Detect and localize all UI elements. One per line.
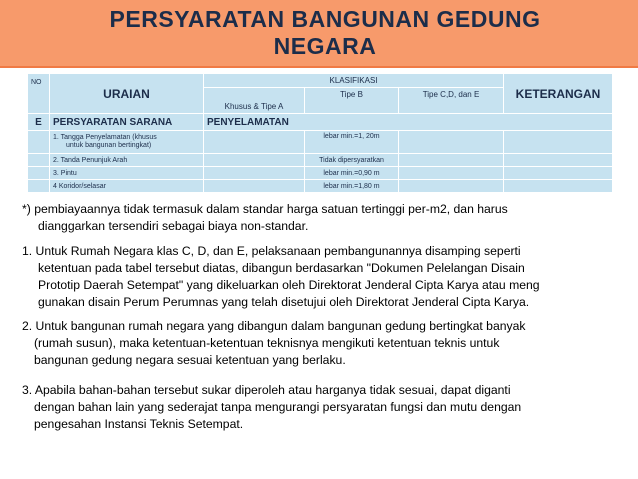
row-item-line-2: untuk bangunan bertingkat) — [66, 142, 152, 149]
note-line: pengesahan Instansi Teknis Setempat. — [34, 417, 244, 431]
title-line-2: NEGARA — [273, 33, 377, 59]
note-line: dianggarkan tersendiri sebagai biaya non-standar. — [38, 219, 309, 233]
table-row — [28, 180, 613, 193]
row-item-line-1: 1. Tangga Penyelamatan (khusus — [53, 134, 157, 141]
header-no: NO — [28, 74, 50, 114]
table-header-row-1 — [28, 74, 613, 88]
requirements-table — [27, 73, 613, 193]
note-line: (rumah susun), maka ketentuan-ketentuan teknisnya mengikuti ketentuan teknis untuk — [34, 336, 500, 350]
row-value: lebar min.=1, 20m — [305, 131, 399, 154]
section-letter: E — [28, 114, 50, 131]
page-title — [40, 6, 610, 60]
note-2 — [22, 318, 525, 369]
row-value: lebar min.=0,90 m — [305, 167, 399, 180]
note-line: dengan bahan lain yang sederajat tanpa mengurangi persyaratan fungsi dan mutu dengan — [34, 400, 522, 414]
title-line-1: PERSYARATAN BANGUNAN GEDUNG — [109, 6, 541, 32]
header-khusus-tipe-a: Khusus & Tipe A — [204, 88, 305, 114]
section-row — [28, 114, 613, 131]
note-3 — [22, 382, 521, 433]
note-line: 3. Apabila bahan-bahan tersebut sukar diperoleh atau harganya tidak sesuai, dapat diganti — [22, 383, 511, 397]
table-row — [28, 167, 613, 180]
note-line: 1. Untuk Rumah Negara klas C, D, dan E, pelaksanaan pembangunannya disamping seperti — [22, 244, 521, 258]
section-name: PERSYARATAN SARANA — [50, 114, 204, 131]
header-uraian: URAIAN — [50, 74, 204, 114]
row-value: lebar min.=1,80 m — [305, 180, 399, 193]
section-name-cont: PENYELAMATAN — [204, 114, 613, 131]
table-row — [28, 131, 613, 154]
note-line: bangunan gedung negara sesuai ketentuan yang berlaku. — [34, 353, 346, 367]
header-tipe-cde: Tipe C,D, dan E — [399, 88, 504, 114]
note-line: gunakan disain Perum Perumnas yang telah disetujui oleh Direktorat Jenderal Cipta Karya. — [38, 295, 530, 309]
row-item: 4 Koridor/selasar — [50, 180, 204, 193]
note-line: Prototip Daerah Setempat" yang dikeluarkan oleh Direktorat Jenderal Cipta Karya atau meng — [38, 278, 540, 292]
header-keterangan: KETERANGAN — [504, 74, 613, 114]
title-banner — [0, 0, 638, 68]
row-item — [50, 131, 204, 154]
row-item: 3. Pintu — [50, 167, 204, 180]
table-row — [28, 154, 613, 167]
header-tipe-b: Tipe B — [305, 88, 399, 114]
note-line: ketentuan pada tabel tersebut diatas, dibangun berdasarkan "Dokumen Pelelangan Disain — [38, 261, 525, 275]
header-klasifikasi: KLASIFIKASI — [204, 74, 504, 88]
row-value: Tidak dipersyaratkan — [305, 154, 399, 167]
note-star — [22, 201, 508, 235]
note-line: 2. Untuk bangunan rumah negara yang dibangun dalam bangunan gedung bertingkat banyak — [22, 319, 526, 333]
note-line: *) pembiayaannya tidak termasuk dalam standar harga satuan tertinggi per-m2, dan harus — [22, 202, 508, 216]
row-item: 2. Tanda Penunjuk Arah — [50, 154, 204, 167]
note-1 — [22, 243, 540, 311]
